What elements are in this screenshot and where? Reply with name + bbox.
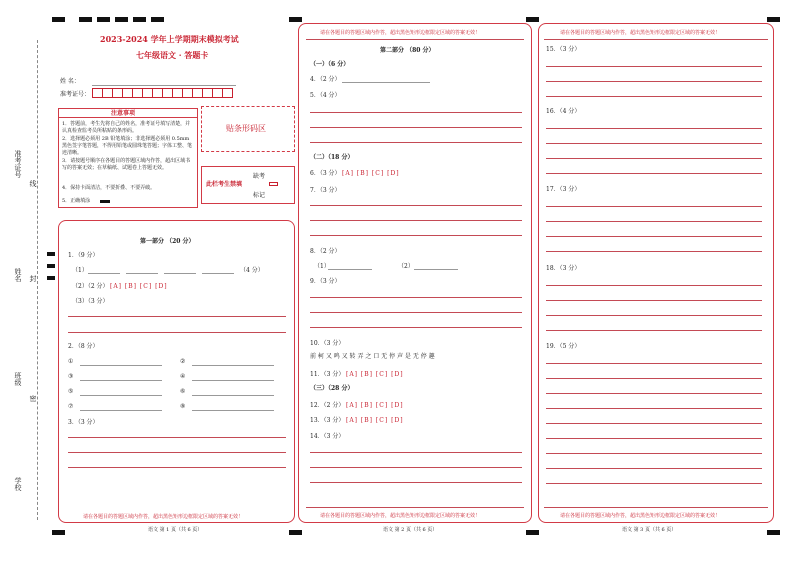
page-footer: 语文 第 3 页（共 6 页）	[622, 527, 677, 533]
q8-1-label: （1）	[314, 263, 330, 270]
q8-label: 8．（2 分）	[310, 248, 341, 255]
answer-line[interactable]	[546, 285, 762, 286]
q11-options[interactable]: [A] [B] [C] [D]	[346, 371, 404, 378]
divider	[544, 39, 768, 40]
answer-line[interactable]	[546, 143, 762, 144]
answer-line[interactable]	[546, 221, 762, 222]
answer-line[interactable]	[546, 236, 762, 237]
part2-title: 第二部分 （80 分）	[380, 47, 435, 54]
answer-line[interactable]	[546, 128, 762, 129]
answer-line[interactable]	[546, 173, 762, 174]
answer-line[interactable]	[68, 467, 286, 468]
timing-mark	[289, 530, 302, 535]
q1-2-options[interactable]: [A] [B] [C] [D]	[110, 283, 168, 290]
q2-blank[interactable]	[192, 410, 274, 411]
q2-blank[interactable]	[80, 365, 162, 366]
answer-line[interactable]	[310, 205, 522, 206]
q2-blank[interactable]	[192, 365, 274, 366]
q8-blank[interactable]	[328, 269, 372, 270]
circle-5: ⑤	[68, 388, 74, 395]
q13-label: 13．（3 分）	[310, 417, 345, 424]
side-label-name: 姓名	[14, 268, 22, 282]
answer-line[interactable]	[68, 332, 286, 333]
answer-line[interactable]	[546, 81, 762, 82]
page-footer: 语文 第 2 页（共 6 页）	[383, 527, 438, 533]
absent-label-2: 标记	[253, 192, 266, 199]
warning-text: 请在各题目的答题区域内作答，超出黑色矩形边框限定区域的答案无效！	[560, 513, 721, 519]
answer-line[interactable]	[546, 438, 762, 439]
answer-line[interactable]	[310, 327, 522, 328]
page-title: 2023-2024 学年上学期期末模拟考试	[100, 34, 239, 44]
timing-mark	[47, 276, 55, 280]
q2-blank[interactable]	[80, 410, 162, 411]
name-label: 姓 名：	[60, 78, 80, 85]
answer-line[interactable]	[546, 251, 762, 252]
q3-label: 3．（3 分）	[68, 419, 99, 426]
q1-3-label: （3）（3 分）	[72, 298, 109, 305]
answer-line[interactable]	[310, 235, 522, 236]
barcode-label: 贴条形码区	[226, 124, 266, 133]
q17-label: 17．（3 分）	[546, 186, 581, 193]
answer-line[interactable]	[546, 330, 762, 331]
answer-line[interactable]	[546, 378, 762, 379]
q14-label: 14．（3 分）	[310, 433, 345, 440]
timing-mark	[526, 17, 539, 22]
q11-label: 11．（3 分）	[310, 371, 345, 378]
q18-label: 18．（3 分）	[546, 265, 581, 272]
side-label-school: 学校	[14, 477, 22, 491]
answer-line[interactable]	[68, 316, 286, 317]
answer-line[interactable]	[546, 300, 762, 301]
warning-text: 请在各题目的答题区域内作答，超出黑色矩形边框限定区域的答案无效！	[320, 513, 481, 519]
timing-mark	[133, 17, 146, 22]
absent-label-1: 缺考	[253, 173, 266, 180]
side-label-seal: 封	[29, 275, 37, 282]
answer-line[interactable]	[546, 453, 762, 454]
side-label-line: 线	[29, 180, 37, 187]
divider	[544, 507, 768, 508]
q1-1-blank[interactable]	[88, 273, 120, 274]
q6-options[interactable]: [A] [B] [C] [D]	[342, 170, 400, 177]
q1-1-label: （1）	[72, 267, 88, 274]
q4-blank[interactable]	[342, 82, 430, 83]
timing-mark	[151, 17, 164, 22]
answer-line[interactable]	[546, 66, 762, 67]
q10-label: 10．（3 分）	[310, 340, 345, 347]
part3-box	[538, 23, 774, 523]
circle-7: ⑦	[68, 403, 74, 410]
answer-line[interactable]	[68, 452, 286, 453]
name-field[interactable]	[92, 85, 236, 86]
notice-item: 5．正确填涂	[62, 198, 91, 204]
filled-mark-sample	[100, 200, 110, 203]
side-label-secret: 密	[29, 395, 37, 402]
answer-line[interactable]	[546, 315, 762, 316]
answer-line[interactable]	[546, 408, 762, 409]
q7-label: 7．（3 分）	[310, 187, 341, 194]
page-footer: 语文 第 1 页（共 6 页）	[148, 527, 203, 533]
circle-8: ⑧	[180, 403, 186, 410]
answer-line[interactable]	[546, 468, 762, 469]
notice-item: 3．请按题号顺序在各题目的答题区域内作答，超出区域书写的答案无效；在草稿纸、试题卷上答题无效。	[62, 158, 191, 171]
q2-blank[interactable]	[80, 380, 162, 381]
timing-mark	[767, 530, 780, 535]
part1-box	[58, 220, 295, 523]
id-label: 准考证号：	[60, 91, 91, 98]
answer-line[interactable]	[546, 96, 762, 97]
answer-line[interactable]	[310, 220, 522, 221]
q1-1-score: （4 分）	[240, 267, 264, 274]
q5-label: 5．（4 分）	[310, 92, 341, 99]
q9-label: 9．（3 分）	[310, 278, 341, 285]
circle-1: ①	[68, 358, 74, 365]
q13-options[interactable]: [A] [B] [C] [D]	[346, 417, 404, 424]
page-subtitle: 七年级语文 · 答题卡	[136, 50, 209, 60]
q1-1-blank[interactable]	[126, 273, 158, 274]
q16-label: 16．（4 分）	[546, 108, 581, 115]
notice-item: 2．选择题必须用 2B 铅笔填涂；非选择题必须用 0.5mm 黑色签字笔答题，不得用铅笔或圆珠笔答题；字体工整、笔迹清晰。	[62, 136, 193, 156]
warning-text: 请在各题目的答题区域内作答，超出黑色矩形边框限定区域的答案无效！	[320, 30, 481, 36]
q1-2-label: （2）（2 分）	[72, 283, 109, 290]
notice-item: 4．保持卡面清洁，不要折叠、不要弄破。	[62, 185, 156, 191]
q12-label: 12．（2 分）	[310, 402, 345, 409]
answer-line[interactable]	[310, 112, 522, 113]
side-label-id: 准考证号	[14, 150, 22, 178]
timing-mark	[47, 264, 55, 268]
answer-line[interactable]	[546, 206, 762, 207]
q2-blank[interactable]	[192, 395, 274, 396]
circle-4: ④	[180, 373, 186, 380]
absent-checkbox[interactable]	[269, 182, 278, 186]
divider	[306, 39, 524, 40]
answer-line[interactable]	[68, 437, 286, 438]
q15-label: 15．（3 分）	[546, 46, 581, 53]
q19-label: 19．（5 分）	[546, 343, 581, 350]
divider	[306, 507, 524, 508]
answer-line[interactable]	[546, 363, 762, 364]
notice-title: 注意事项	[111, 110, 136, 117]
absent-left-label: 此栏考生禁填	[206, 181, 243, 188]
q1-1-blank[interactable]	[164, 273, 196, 274]
q12-options[interactable]: [A] [B] [C] [D]	[346, 402, 404, 409]
timing-mark	[52, 17, 65, 22]
q1-label: 1．（9 分）	[68, 252, 99, 259]
answer-line[interactable]	[310, 127, 522, 128]
q4-label: 4．（2 分）	[310, 76, 341, 83]
q8-blank[interactable]	[414, 269, 458, 270]
answer-line[interactable]	[546, 158, 762, 159]
warning-text: 请在各题目的答题区域内作答，超出黑色矩形边框限定区域的答案无效！	[83, 514, 244, 520]
answer-line[interactable]	[310, 482, 522, 483]
q6-label: 6．（3 分）	[310, 170, 341, 177]
timing-mark	[289, 17, 302, 22]
answer-line[interactable]	[310, 312, 522, 313]
section-2: （二）（18 分）	[310, 154, 354, 161]
timing-mark	[47, 252, 55, 256]
side-label-class: 班级	[14, 372, 22, 386]
answer-line[interactable]	[546, 393, 762, 394]
warning-text: 请在各题目的答题区域内作答，超出黑色矩形边框限定区域的答案无效！	[560, 30, 721, 36]
q2-blank[interactable]	[192, 380, 274, 381]
answer-line[interactable]	[310, 467, 522, 468]
q8-2-label: （2）	[398, 263, 414, 270]
section-1: （一）（6 分）	[310, 61, 350, 68]
circle-2: ②	[180, 358, 186, 365]
q1-1-blank[interactable]	[202, 273, 234, 274]
answer-line[interactable]	[310, 297, 522, 298]
q2-label: 2．（8 分）	[68, 343, 99, 350]
circle-3: ③	[68, 373, 74, 380]
circle-6: ⑥	[180, 388, 186, 395]
id-cells[interactable]	[92, 88, 232, 100]
answer-line[interactable]	[310, 452, 522, 453]
timing-mark	[115, 17, 128, 22]
section-3: （三）（28 分）	[310, 385, 354, 392]
q2-blank[interactable]	[80, 395, 162, 396]
timing-mark	[97, 17, 110, 22]
q10-text: 前 柯 又 鸣 又 转 弄 之 口 无 停 声 是 无 停 趣	[310, 353, 435, 360]
answer-line[interactable]	[310, 142, 522, 143]
answer-line[interactable]	[546, 483, 762, 484]
part1-title: 第一部分 （20 分）	[140, 238, 195, 245]
answer-line[interactable]	[546, 423, 762, 424]
notice-item: 1．答题前，考生先将自己的姓名，准考证号填写清楚，并认真检查监考员所粘贴的条形码。	[62, 121, 191, 134]
timing-mark	[79, 17, 92, 22]
timing-mark	[526, 530, 539, 535]
timing-mark	[767, 17, 780, 22]
timing-mark	[52, 530, 65, 535]
